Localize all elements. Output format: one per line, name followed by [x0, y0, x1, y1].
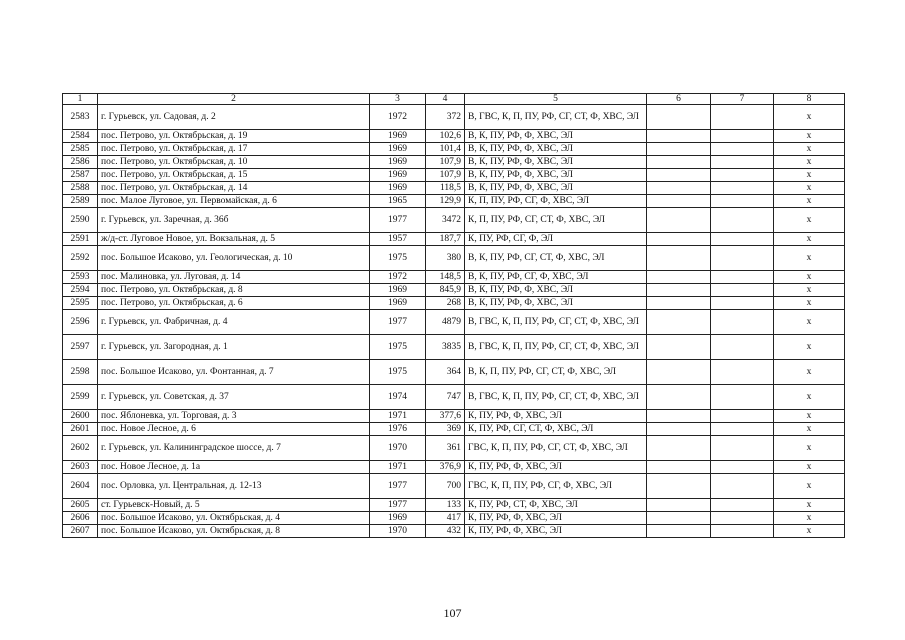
- services-cell: В, К, ПУ, РФ, Ф, ХВС, ЭЛ: [465, 169, 647, 182]
- column-7-cell: [711, 436, 774, 461]
- services-cell: В, К, ПУ, РФ, Ф, ХВС, ЭЛ: [465, 130, 647, 143]
- table-row: [63, 271, 845, 284]
- year-cell: 1975: [370, 360, 426, 385]
- column-8-cell: х: [774, 499, 845, 512]
- table-row: [63, 360, 845, 385]
- column-7-cell: [711, 410, 774, 423]
- row-number: 2604: [63, 474, 98, 499]
- row-number: 2586: [63, 156, 98, 169]
- address-cell: пос. Орловка, ул. Центральная, д. 12-13: [98, 474, 370, 499]
- row-number: 2591: [63, 233, 98, 246]
- column-7-cell: [711, 461, 774, 474]
- services-cell: В, К, ПУ, РФ, Ф, ХВС, ЭЛ: [465, 297, 647, 310]
- year-cell: 1974: [370, 385, 426, 410]
- address-cell: пос. Малое Луговое, ул. Первомайская, д. 6: [98, 195, 370, 208]
- column-6-cell: [647, 271, 711, 284]
- header-cell-6: 6: [647, 94, 711, 105]
- year-cell: 1969: [370, 156, 426, 169]
- area-cell: 369: [426, 423, 465, 436]
- row-number: 2601: [63, 423, 98, 436]
- page-number: 107: [443, 606, 462, 620]
- address-cell: пос. Большое Исаково, ул. Октябрьская, д. 8: [98, 525, 370, 538]
- area-cell: 372: [426, 105, 465, 130]
- area-cell: 376,9: [426, 461, 465, 474]
- address-cell: пос. Большое Исаково, ул. Фонтанная, д. 7: [98, 360, 370, 385]
- area-cell: 148,5: [426, 271, 465, 284]
- table-row: [63, 284, 845, 297]
- row-number: 2606: [63, 512, 98, 525]
- address-cell: пос. Большое Исаково, ул. Геологическая, д. 10: [98, 246, 370, 271]
- column-7-cell: [711, 246, 774, 271]
- year-cell: 1970: [370, 436, 426, 461]
- column-6-cell: [647, 105, 711, 130]
- table-row: [63, 461, 845, 474]
- table-row: [63, 208, 845, 233]
- header-row: [63, 94, 845, 105]
- address-cell: пос. Петрово, ул. Октябрьская, д. 14: [98, 182, 370, 195]
- services-cell: В, ГВС, К, П, ПУ, РФ, СГ, СТ, Ф, ХВС, ЭЛ: [465, 105, 647, 130]
- column-7-cell: [711, 182, 774, 195]
- column-6-cell: [647, 284, 711, 297]
- column-6-cell: [647, 525, 711, 538]
- table-row: [63, 499, 845, 512]
- address-cell: пос. Новое Лесное, д. 6: [98, 423, 370, 436]
- services-cell: В, ГВС, К, П, ПУ, РФ, СГ, СТ, Ф, ХВС, ЭЛ: [465, 385, 647, 410]
- services-cell: В, К, ПУ, РФ, СГ, Ф, ХВС, ЭЛ: [465, 271, 647, 284]
- column-6-cell: [647, 156, 711, 169]
- area-cell: 377,6: [426, 410, 465, 423]
- address-cell: г. Гурьевск, ул. Садовая, д. 2: [98, 105, 370, 130]
- column-6-cell: [647, 246, 711, 271]
- column-7-cell: [711, 310, 774, 335]
- row-number: 2603: [63, 461, 98, 474]
- services-cell: В, К, ПУ, РФ, Ф, ХВС, ЭЛ: [465, 284, 647, 297]
- column-7-cell: [711, 512, 774, 525]
- area-cell: 364: [426, 360, 465, 385]
- year-cell: 1957: [370, 233, 426, 246]
- row-number: 2598: [63, 360, 98, 385]
- row-number: 2590: [63, 208, 98, 233]
- column-6-cell: [647, 410, 711, 423]
- year-cell: 1969: [370, 130, 426, 143]
- address-cell: пос. Петрово, ул. Октябрьская, д. 15: [98, 169, 370, 182]
- column-8-cell: х: [774, 410, 845, 423]
- services-cell: К, ПУ, РФ, СГ, СТ, Ф, ХВС, ЭЛ: [465, 423, 647, 436]
- services-cell: В, ГВС, К, П, ПУ, РФ, СГ, СТ, Ф, ХВС, ЭЛ: [465, 335, 647, 360]
- row-number: 2597: [63, 335, 98, 360]
- table-row: [63, 105, 845, 130]
- column-6-cell: [647, 182, 711, 195]
- row-number: 2584: [63, 130, 98, 143]
- column-8-cell: х: [774, 360, 845, 385]
- row-number: 2605: [63, 499, 98, 512]
- column-8-cell: х: [774, 436, 845, 461]
- row-number: 2607: [63, 525, 98, 538]
- services-cell: В, К, ПУ, РФ, СГ, СТ, Ф, ХВС, ЭЛ: [465, 246, 647, 271]
- table-row: [63, 410, 845, 423]
- column-7-cell: [711, 156, 774, 169]
- services-cell: В, К, ПУ, РФ, Ф, ХВС, ЭЛ: [465, 182, 647, 195]
- area-cell: 417: [426, 512, 465, 525]
- row-number: 2593: [63, 271, 98, 284]
- table-row: [63, 436, 845, 461]
- table-row: [63, 525, 845, 538]
- address-cell: ж/д-ст. Луговое Новое, ул. Вокзальная, д. 5: [98, 233, 370, 246]
- address-cell: ст. Гурьевск-Новый, д. 5: [98, 499, 370, 512]
- column-6-cell: [647, 436, 711, 461]
- services-cell: К, П, ПУ, РФ, СГ, СТ, Ф, ХВС, ЭЛ: [465, 208, 647, 233]
- year-cell: 1971: [370, 461, 426, 474]
- row-number: 2600: [63, 410, 98, 423]
- column-8-cell: х: [774, 284, 845, 297]
- address-cell: г. Гурьевск, ул. Калининградское шоссе, д. 7: [98, 436, 370, 461]
- address-cell: пос. Петрово, ул. Октябрьская, д. 19: [98, 130, 370, 143]
- table-row: [63, 169, 845, 182]
- column-6-cell: [647, 423, 711, 436]
- table-row: [63, 512, 845, 525]
- services-cell: ГВС, К, П, ПУ, РФ, СГ, Ф, ХВС, ЭЛ: [465, 474, 647, 499]
- year-cell: 1975: [370, 246, 426, 271]
- table-row: [63, 310, 845, 335]
- table-row: [63, 297, 845, 310]
- column-7-cell: [711, 423, 774, 436]
- table-row: [63, 156, 845, 169]
- column-6-cell: [647, 310, 711, 335]
- area-cell: 747: [426, 385, 465, 410]
- column-7-cell: [711, 297, 774, 310]
- column-8-cell: х: [774, 143, 845, 156]
- address-cell: пос. Новое Лесное, д. 1а: [98, 461, 370, 474]
- table-row: [63, 143, 845, 156]
- column-7-cell: [711, 169, 774, 182]
- area-cell: 3472: [426, 208, 465, 233]
- address-cell: г. Гурьевск, ул. Советская, д. 37: [98, 385, 370, 410]
- row-number: 2587: [63, 169, 98, 182]
- year-cell: 1972: [370, 105, 426, 130]
- column-8-cell: х: [774, 335, 845, 360]
- column-8-cell: х: [774, 195, 845, 208]
- column-7-cell: [711, 499, 774, 512]
- column-6-cell: [647, 169, 711, 182]
- column-8-cell: х: [774, 461, 845, 474]
- column-8-cell: х: [774, 512, 845, 525]
- area-cell: 118,5: [426, 182, 465, 195]
- year-cell: 1969: [370, 284, 426, 297]
- header-cell-5: 5: [465, 94, 647, 105]
- services-cell: В, К, ПУ, РФ, Ф, ХВС, ЭЛ: [465, 156, 647, 169]
- column-7-cell: [711, 130, 774, 143]
- table-row: [63, 335, 845, 360]
- row-number: 2585: [63, 143, 98, 156]
- column-7-cell: [711, 143, 774, 156]
- year-cell: 1969: [370, 512, 426, 525]
- address-cell: пос. Яблоневка, ул. Торговая, д. 3: [98, 410, 370, 423]
- year-cell: 1970: [370, 525, 426, 538]
- header-cell-4: 4: [426, 94, 465, 105]
- housing-register-table: [62, 93, 845, 538]
- row-number: 2595: [63, 297, 98, 310]
- column-6-cell: [647, 130, 711, 143]
- header-cell-3: 3: [370, 94, 426, 105]
- column-8-cell: х: [774, 169, 845, 182]
- services-cell: К, ПУ, РФ, СТ, Ф, ХВС, ЭЛ: [465, 499, 647, 512]
- table-row: [63, 423, 845, 436]
- header-cell-1: 1: [63, 94, 98, 105]
- column-6-cell: [647, 208, 711, 233]
- column-6-cell: [647, 360, 711, 385]
- area-cell: 133: [426, 499, 465, 512]
- address-cell: пос. Петрово, ул. Октябрьская, д. 8: [98, 284, 370, 297]
- year-cell: 1969: [370, 297, 426, 310]
- services-cell: ГВС, К, П, ПУ, РФ, СГ, СТ, Ф, ХВС, ЭЛ: [465, 436, 647, 461]
- column-7-cell: [711, 474, 774, 499]
- column-7-cell: [711, 195, 774, 208]
- address-cell: г. Гурьевск, ул. Фабричная, д. 4: [98, 310, 370, 335]
- address-cell: пос. Петрово, ул. Октябрьская, д. 10: [98, 156, 370, 169]
- row-number: 2599: [63, 385, 98, 410]
- area-cell: 845,9: [426, 284, 465, 297]
- column-6-cell: [647, 143, 711, 156]
- column-8-cell: х: [774, 271, 845, 284]
- column-8-cell: х: [774, 208, 845, 233]
- year-cell: 1977: [370, 310, 426, 335]
- area-cell: 700: [426, 474, 465, 499]
- column-8-cell: х: [774, 105, 845, 130]
- column-7-cell: [711, 385, 774, 410]
- column-8-cell: х: [774, 130, 845, 143]
- year-cell: 1971: [370, 410, 426, 423]
- column-7-cell: [711, 208, 774, 233]
- area-cell: 361: [426, 436, 465, 461]
- column-8-cell: х: [774, 182, 845, 195]
- services-cell: К, ПУ, РФ, Ф, ХВС, ЭЛ: [465, 512, 647, 525]
- column-6-cell: [647, 474, 711, 499]
- services-cell: В, ГВС, К, П, ПУ, РФ, СГ, СТ, Ф, ХВС, ЭЛ: [465, 310, 647, 335]
- column-7-cell: [711, 335, 774, 360]
- table-row: [63, 474, 845, 499]
- area-cell: 380: [426, 246, 465, 271]
- table-row: [63, 182, 845, 195]
- year-cell: 1969: [370, 143, 426, 156]
- header-cell-7: 7: [711, 94, 774, 105]
- column-8-cell: х: [774, 233, 845, 246]
- year-cell: 1972: [370, 271, 426, 284]
- column-8-cell: х: [774, 525, 845, 538]
- table-row: [63, 233, 845, 246]
- column-6-cell: [647, 335, 711, 360]
- column-6-cell: [647, 297, 711, 310]
- address-cell: пос. Петрово, ул. Октябрьская, д. 6: [98, 297, 370, 310]
- address-cell: г. Гурьевск, ул. Заречная, д. 36б: [98, 208, 370, 233]
- column-8-cell: х: [774, 156, 845, 169]
- column-7-cell: [711, 360, 774, 385]
- year-cell: 1977: [370, 474, 426, 499]
- table-row: [63, 385, 845, 410]
- column-8-cell: х: [774, 310, 845, 335]
- area-cell: 268: [426, 297, 465, 310]
- year-cell: 1977: [370, 499, 426, 512]
- column-8-cell: х: [774, 297, 845, 310]
- column-7-cell: [711, 271, 774, 284]
- table-row: [63, 130, 845, 143]
- column-8-cell: х: [774, 474, 845, 499]
- area-cell: 432: [426, 525, 465, 538]
- row-number: 2589: [63, 195, 98, 208]
- services-cell: В, К, ПУ, РФ, Ф, ХВС, ЭЛ: [465, 143, 647, 156]
- services-cell: К, ПУ, РФ, Ф, ХВС, ЭЛ: [465, 410, 647, 423]
- column-7-cell: [711, 233, 774, 246]
- row-number: 2588: [63, 182, 98, 195]
- column-6-cell: [647, 512, 711, 525]
- address-cell: пос. Петрово, ул. Октябрьская, д. 17: [98, 143, 370, 156]
- column-6-cell: [647, 499, 711, 512]
- area-cell: 187,7: [426, 233, 465, 246]
- row-number: 2596: [63, 310, 98, 335]
- address-cell: пос. Большое Исаково, ул. Октябрьская, д. 4: [98, 512, 370, 525]
- table-row: [63, 246, 845, 271]
- year-cell: 1976: [370, 423, 426, 436]
- services-cell: В, К, П, ПУ, РФ, СГ, СТ, Ф, ХВС, ЭЛ: [465, 360, 647, 385]
- year-cell: 1977: [370, 208, 426, 233]
- area-cell: 3835: [426, 335, 465, 360]
- services-cell: К, ПУ, РФ, Ф, ХВС, ЭЛ: [465, 461, 647, 474]
- row-number: 2592: [63, 246, 98, 271]
- header-cell-2: 2: [98, 94, 370, 105]
- year-cell: 1969: [370, 182, 426, 195]
- year-cell: 1969: [370, 169, 426, 182]
- services-cell: К, П, ПУ, РФ, СГ, Ф, ХВС, ЭЛ: [465, 195, 647, 208]
- column-6-cell: [647, 385, 711, 410]
- column-7-cell: [711, 284, 774, 297]
- services-cell: К, ПУ, РФ, Ф, ХВС, ЭЛ: [465, 525, 647, 538]
- column-8-cell: х: [774, 423, 845, 436]
- table-row: [63, 195, 845, 208]
- row-number: 2594: [63, 284, 98, 297]
- column-7-cell: [711, 105, 774, 130]
- column-7-cell: [711, 525, 774, 538]
- row-number: 2602: [63, 436, 98, 461]
- row-number: 2583: [63, 105, 98, 130]
- column-8-cell: х: [774, 246, 845, 271]
- area-cell: 129,9: [426, 195, 465, 208]
- column-8-cell: х: [774, 385, 845, 410]
- address-cell: пос. Малиновка, ул. Луговая, д. 14: [98, 271, 370, 284]
- year-cell: 1975: [370, 335, 426, 360]
- services-cell: К, ПУ, РФ, СГ, Ф, ЭЛ: [465, 233, 647, 246]
- address-cell: г. Гурьевск, ул. Загородная, д. 1: [98, 335, 370, 360]
- column-6-cell: [647, 195, 711, 208]
- column-6-cell: [647, 233, 711, 246]
- area-cell: 102,6: [426, 130, 465, 143]
- area-cell: 101,4: [426, 143, 465, 156]
- column-6-cell: [647, 461, 711, 474]
- area-cell: 4879: [426, 310, 465, 335]
- area-cell: 107,9: [426, 156, 465, 169]
- year-cell: 1965: [370, 195, 426, 208]
- header-cell-8: 8: [774, 94, 845, 105]
- area-cell: 107,9: [426, 169, 465, 182]
